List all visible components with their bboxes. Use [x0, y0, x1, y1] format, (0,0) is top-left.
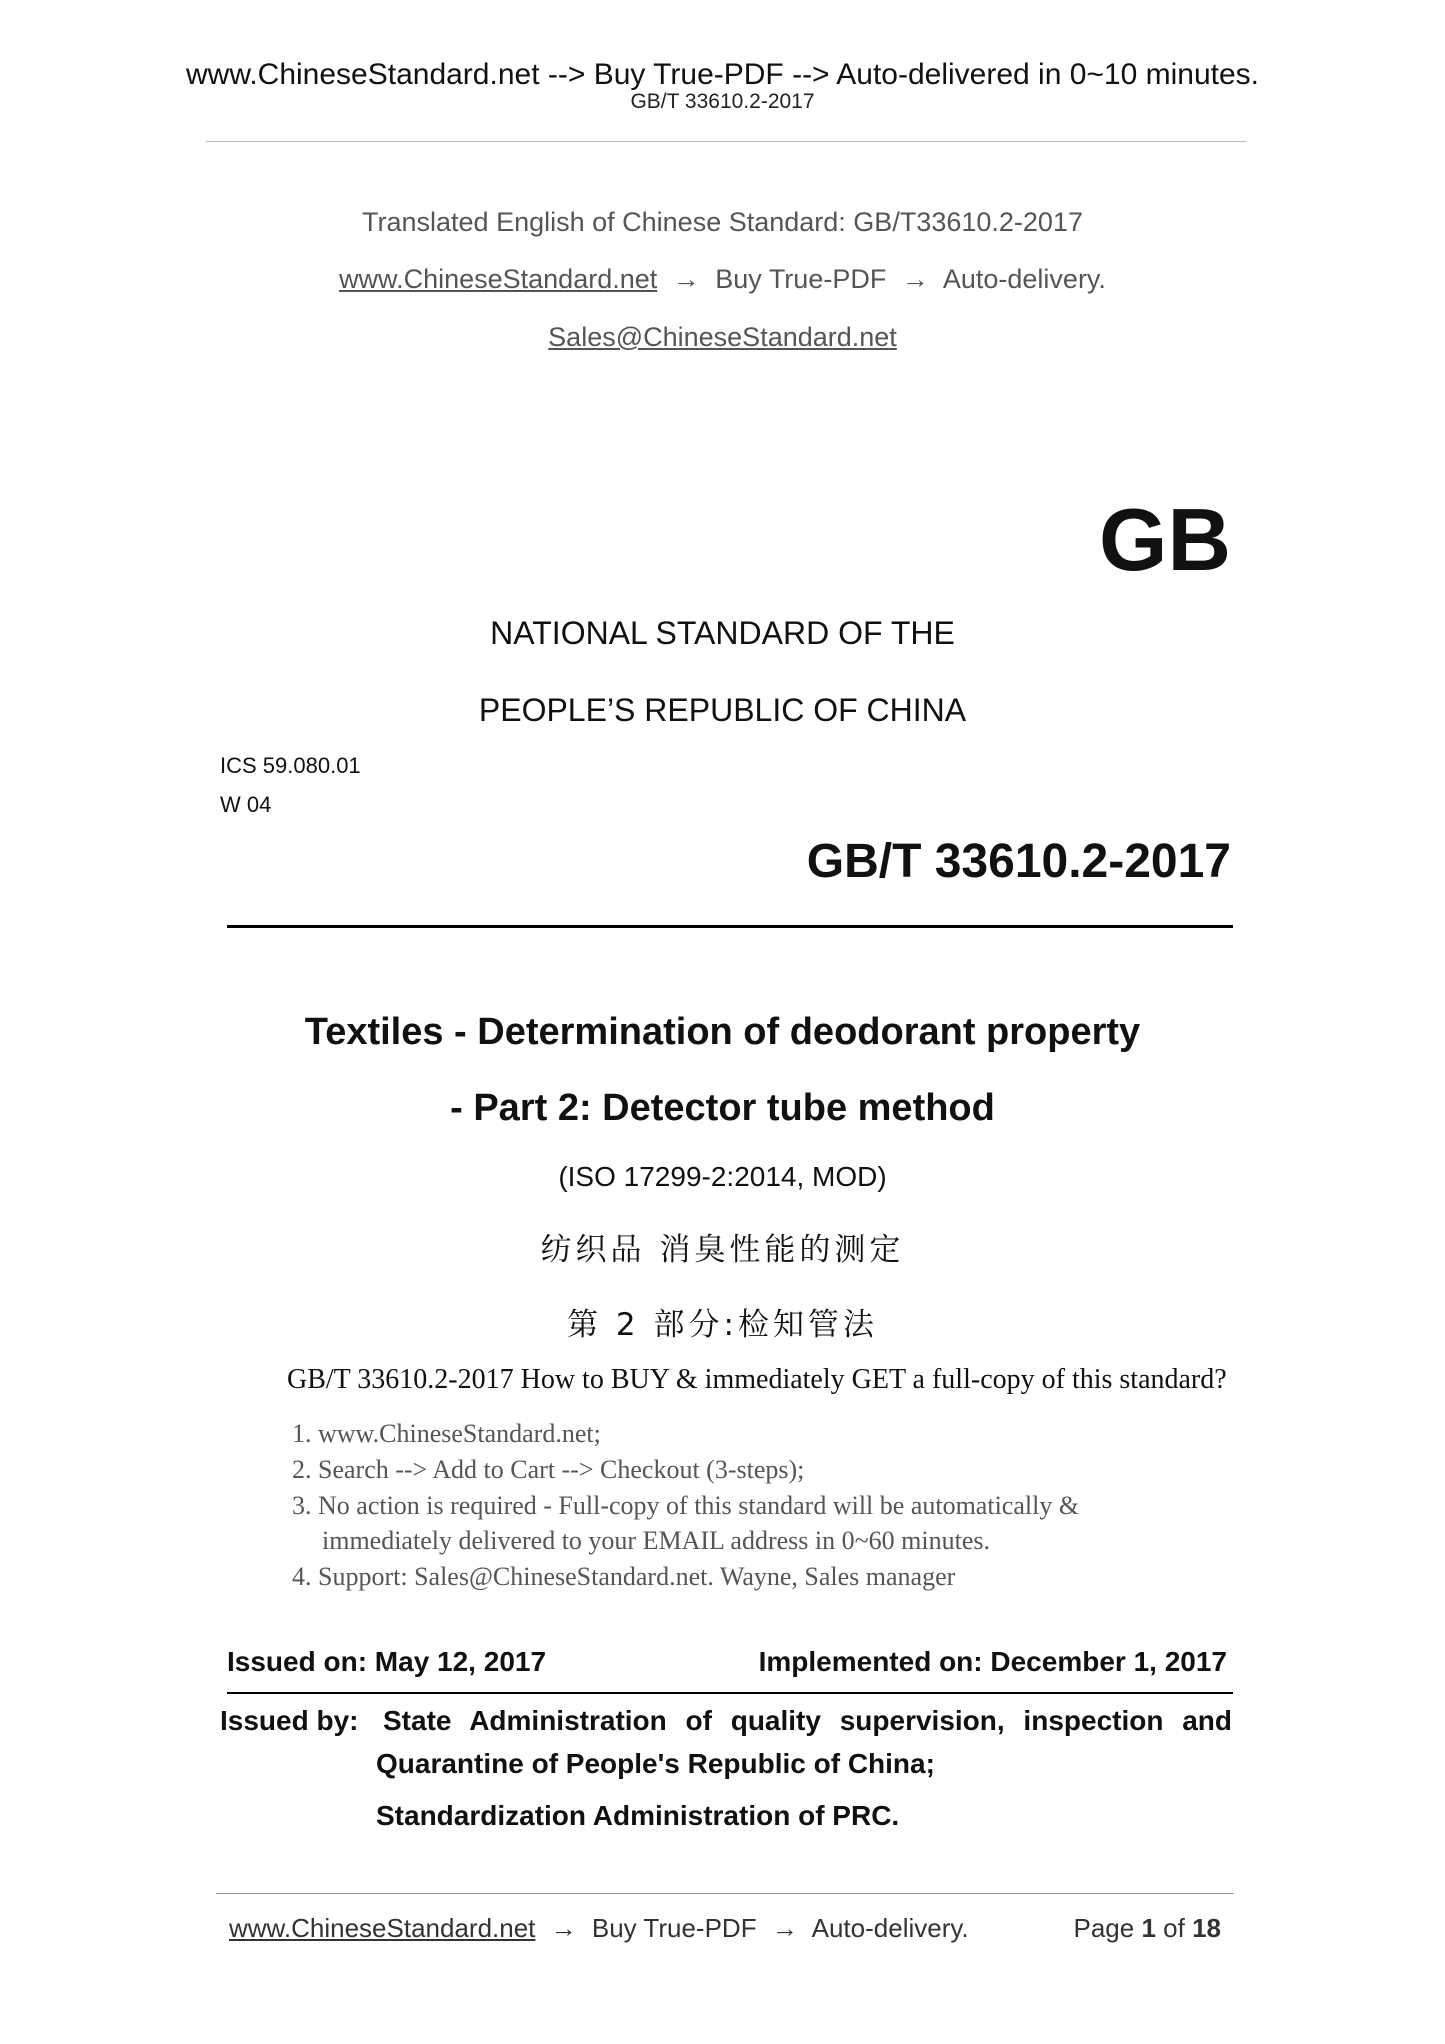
howto-step-1: 1. www.ChineseStandard.net;: [292, 1419, 601, 1448]
national-line-1: NATIONAL STANDARD OF THE: [490, 615, 955, 651]
footer-buy-line: [229, 1913, 969, 1944]
page-total: 18: [1192, 1913, 1221, 1943]
page-indicator: [1073, 1913, 1221, 1944]
title-line-2: - Part 2: Detector tube method: [450, 1087, 995, 1129]
page-label: Page: [1073, 1913, 1135, 1943]
gb-logo: GB: [1099, 490, 1231, 589]
national-line-2: PEOPLE’S REPUBLIC OF CHINA: [478, 692, 967, 728]
arrow-icon: →: [771, 1913, 798, 1943]
issued-by-line-1: State Administration of quality supervision, inspection and: [383, 1705, 1232, 1736]
howto-step-4: 4. Support: Sales@ChineseStandard.net. Wayne, Sales manager: [292, 1562, 956, 1591]
title-divider: [227, 925, 1233, 928]
implemented-on-date: Implemented on: December 1, 2017: [758, 1646, 1227, 1677]
email-line: [0, 322, 1445, 353]
arrow-icon: →: [672, 264, 700, 294]
header-top-line: www.ChineseStandard.net --> Buy True-PDF --> Auto-delivered in 0~10 minutes.: [185, 58, 1260, 91]
arrow-icon: →: [901, 264, 929, 294]
footer-divider: [216, 1893, 1234, 1894]
site-link[interactable]: www.ChineseStandard.net: [339, 264, 658, 294]
standard-code: GB/T 33610.2-2017: [806, 835, 1231, 888]
title-line-1: Textiles - Determination of deodorant property: [304, 1011, 1141, 1053]
page-current: 1: [1141, 1913, 1156, 1943]
footer-delivery-text: Auto-delivery.: [811, 1913, 969, 1943]
dates-divider: [227, 1692, 1233, 1694]
howto-step-2: 2. Search --> Add to Cart --> Checkout (3-steps);: [292, 1455, 805, 1484]
intro-buy-line: [0, 264, 1445, 295]
chinese-title-line-2: 第 2 部分:检知管法: [567, 1307, 878, 1343]
issued-by-line-3: Standardization Administration of PRC.: [376, 1800, 900, 1831]
w-code: W 04: [220, 792, 272, 817]
header-doc-code: GB/T 33610.2-2017: [630, 90, 815, 113]
howto-step-3-cont: immediately delivered to your EMAIL address in 0~60 minutes.: [322, 1526, 991, 1555]
chinese-title-line-1: 纺织品 消臭性能的测定: [540, 1232, 905, 1268]
footer-site-link[interactable]: www.ChineseStandard.net: [229, 1913, 536, 1943]
footer-buy-text: Buy True-PDF: [591, 1913, 757, 1943]
iso-reference: (ISO 17299-2:2014, MOD): [558, 1161, 887, 1192]
page-of: of: [1163, 1913, 1185, 1943]
translated-line: Translated English of Chinese Standard: GB/T33610.2-2017: [362, 207, 1083, 237]
howto-heading: GB/T 33610.2-2017 How to BUY & immediately GET a full-copy of this standard?: [287, 1364, 1227, 1395]
issued-on-date: Issued on: May 12, 2017: [227, 1646, 547, 1677]
delivery-text: Auto-delivery.: [942, 264, 1106, 294]
buy-text: Buy True-PDF: [715, 264, 887, 294]
issued-by-line-2: Quarantine of People's Republic of China;: [376, 1748, 935, 1779]
howto-step-3: 3. No action is required - Full-copy of this standard will be automatically &: [292, 1491, 1080, 1520]
header-divider: [206, 141, 1246, 142]
arrow-icon: →: [550, 1913, 577, 1943]
ics-code: ICS 59.080.01: [220, 753, 361, 778]
sales-email-link[interactable]: Sales@ChineseStandard.net: [548, 322, 897, 352]
issued-by-label: Issued by:: [220, 1705, 359, 1736]
